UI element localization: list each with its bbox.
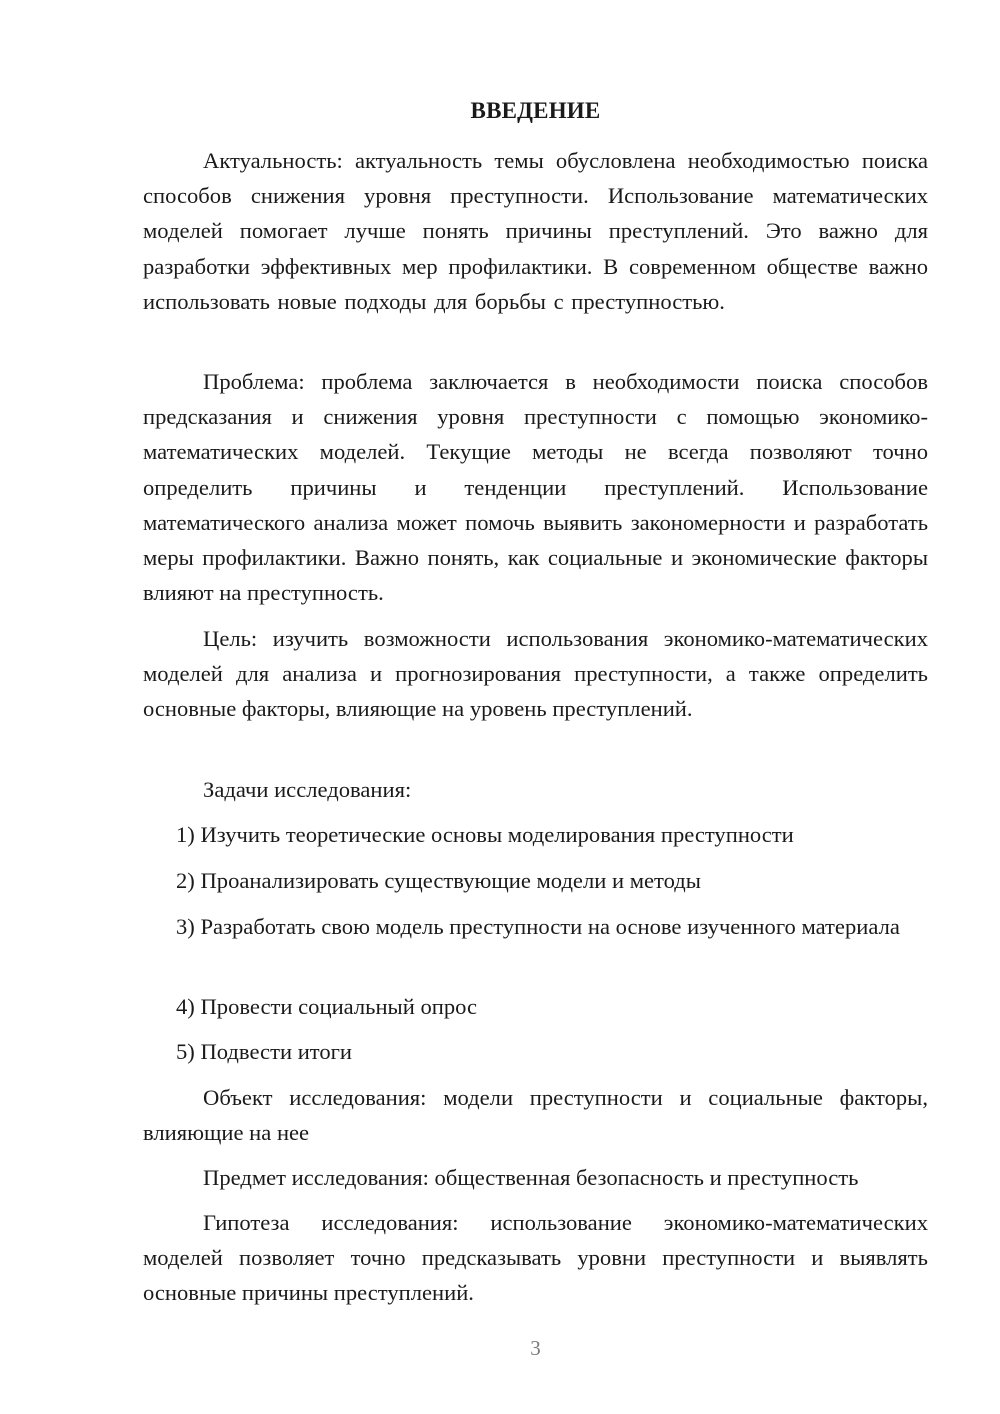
task-item-2: 2) Проанализировать существующие модели и методы [176,868,701,893]
section-title: ВВЕДЕНИЕ [470,98,601,123]
paragraph-problem: Проблема: проблема заключается в необходимости поиска способов предсказания и снижения уровня преступности с помощью экономико-математических моделей. Текущие методы не всегда позволяют точно определить причины и тенденции преступлений. Использование математического анализа может помочь выявить закономерности и разработать меры профилактики. Важно понять, как социальные и экономические факторы влияют на преступность. [143,369,928,606]
paragraph-subject: Предмет исследования: общественная безопасность и преступность [203,1165,859,1190]
page-number: 3 [530,1336,541,1360]
paragraph-relevance: Актуальность: актуальность темы обусловлена необходимостью поиска способов снижения уровня преступности. Использование математических моделей помогает лучше понять причины преступлений. Это важно для разработки эффективных мер профилактики. В современном обществе важно использовать новые подходы для борьбы с преступностью. [143,148,928,314]
paragraph-hypothesis: Гипотеза исследования: использование экономико-математических моделей позволяет точно предсказывать уровни преступности и выявлять основные причины преступлений. [143,1210,928,1306]
task-item-3: 3) Разработать свою модель преступности на основе изученного материала [176,914,900,939]
paragraph-object: Объект исследования: модели преступности и социальные факторы, влияющие на нее [143,1085,928,1146]
task-item-5: 5) Подвести итоги [176,1039,353,1064]
task-item-4: 4) Провести социальный опрос [176,994,478,1019]
paragraph-goal: Цель: изучить возможности использования экономико-математических моделей для анализа и прогнозирования преступности, а также определить основные факторы, влияющие на уровень преступлений. [143,626,928,722]
task-item-1: 1) Изучить теоретические основы моделирования преступности [176,822,794,847]
tasks-heading: Задачи исследования: [203,777,412,802]
